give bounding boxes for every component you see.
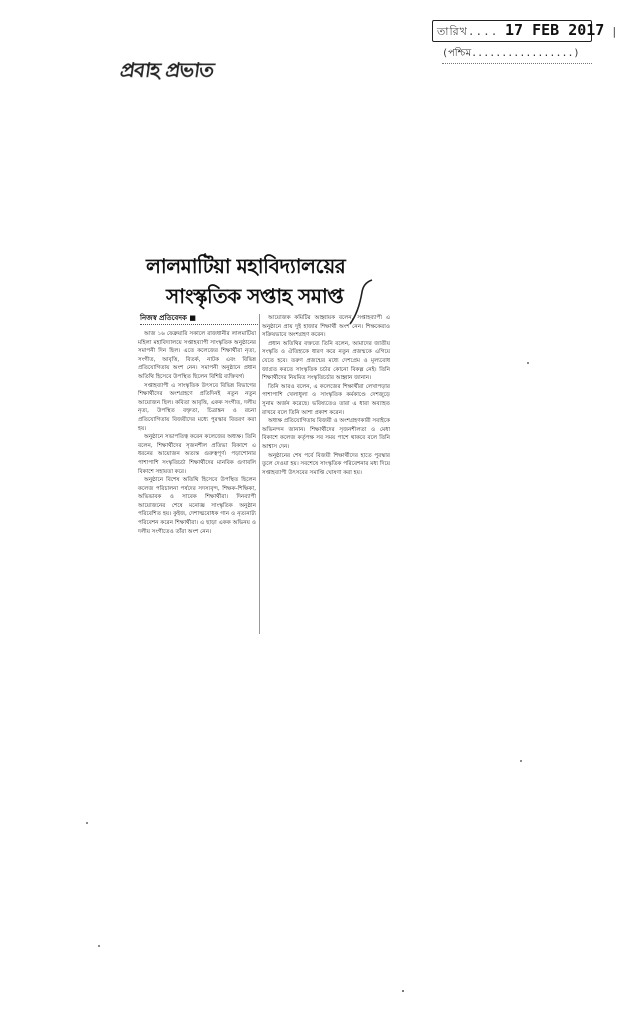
date-stamp — [432, 20, 619, 64]
date-stamp-date: 17 FEB 2017 — [504, 21, 605, 39]
date-stamp-prefix: তারিখ.... — [437, 25, 499, 38]
date-stamp-suffix: | — [610, 25, 619, 38]
article-column-left — [138, 330, 256, 640]
article-column-right — [262, 314, 390, 636]
paragraph: প্রধান অতিথির বক্তব্যে তিনি বলেন, আমাদের জাতীয় সংস্কৃতি ও ঐতিহ্যকে ধারণ করে নতুন প্রজন্মকে এগিয়ে যেতে হবে। তরুণ প্রজন্মের মধ্যে দেশপ্রেম ও মূল্যবোধ জাগ্রত করতে সাংস্কৃতিক চর্চার কোনো বিকল্প নেই। তিনি শিক্ষার্থীদের নিয়মিত সংস্কৃতিচর্চার আহ্বান জানান। — [262, 340, 390, 382]
byline: নিজস্ব প্রতিবেদক ■ — [140, 314, 196, 322]
paragraph: তিনি আরও বলেন, এ কলেজের শিক্ষার্থীরা লেখাপড়ার পাশাপাশি খেলাধুলা ও সাংস্কৃতিক কর্মকাণ্ডে দেশজুড়ে সুনাম অর্জন করেছে। ভবিষ্যতেও তারা এ ধারা অব্যাহত রাখবে বলে তিনি আশা প্রকাশ করেন। — [262, 383, 390, 416]
date-stamp-box — [432, 20, 619, 42]
date-stamp-source: (পশ্চিম.................) — [442, 46, 592, 64]
paragraph: আজ ১৬ ফেব্রুয়ারি সকালে রাজধানীর লালমাটিয়া মহিলা মহাবিদ্যালয়ে সপ্তাহব্যাপী সাংস্কৃতিক অনুষ্ঠানের সমাপনী দিন ছিল। এতে কলেজের শিক্ষার্থীরা নৃত্য, সংগীত, আবৃত্তি, বিতর্ক, নাটক এবং বিভিন্ন প্রতিযোগিতায় অংশ নেন। সমাপনী অনুষ্ঠানে প্রধান অতিথি হিসেবে উপস্থিত ছিলেন বিশিষ্ট ব্যক্তিবর্গ। — [138, 331, 256, 380]
byline-divider — [140, 324, 258, 325]
paragraph: অনুষ্ঠানের শেষ পর্বে বিজয়ী শিক্ষার্থীদের হাতে পুরস্কার তুলে দেওয়া হয়। সবশেষে সাংস্কৃতিক পরিবেশনার মধ্য দিয়ে সপ্তাহব্যাপী উৎসবের সমাপ্তি ঘোষণা করা হয়। — [262, 452, 390, 476]
scan-speck — [527, 362, 529, 364]
scan-speck — [402, 990, 404, 992]
headline-line-2: সাংস্কৃতিক সপ্তাহ সমাপ্ত — [166, 284, 344, 308]
newspaper-masthead: প্রবাহ প্রভাত — [118, 58, 216, 82]
scan-speck — [86, 822, 88, 824]
newspaper-clipping — [138, 240, 398, 650]
paragraph: অধ্যক্ষ প্রতিযোগিতায় বিজয়ী ও অংশগ্রহণকারী সবাইকে অভিনন্দন জানান। শিক্ষার্থীদের সৃজনশীলতা ও মেধা বিকাশে কলেজ কর্তৃপক্ষ সব সময় পাশে থাকবে বলে তিনি আশ্বাস দেন। — [262, 418, 390, 450]
scan-speck — [520, 760, 522, 762]
paragraph: অনুষ্ঠানে বিশেষ অতিথি হিসেবে উপস্থিত ছিলেন কলেজ পরিচালনা পর্ষদের সদস্যবৃন্দ, শিক্ষক-শিক্ষিকা, অভিভাবক ও সাবেক শিক্ষার্থীরা। দিনব্যাপী আয়োজনের শেষে মনোজ্ঞ সাংস্কৃতিক অনুষ্ঠান পরিবেশিত হয়। কুইজ, দেশাত্মবোধক গান ও নৃত্যনাট্য পরিবেশন করেন শিক্ষার্থীরা। এ ছাড়া একক অভিনয় ও দলীয় সংগীতেও তাঁরা অংশ নেন। — [138, 477, 256, 535]
paragraph: সপ্তাহব্যাপী এ সাংস্কৃতিক উৎসবে বিভিন্ন বিভাগের শিক্ষার্থীদের অংশগ্রহণে প্রতিদিনই নতুন নতুন আয়োজন ছিল। কবিতা আবৃত্তি, একক সংগীত, দলীয় নৃত্য, উপস্থিত বক্তৃতা, চিত্রাঙ্কন ও রচনা প্রতিযোগিতায় বিজয়ীদের মধ্যে পুরস্কার বিতরণ করা হয়। — [138, 382, 256, 432]
paragraph: অনুষ্ঠানে সভাপতিত্ব করেন কলেজের অধ্যক্ষ। তিনি বলেন, শিক্ষার্থীদের সৃজনশীল প্রতিভা বিকাশে এ ধরনের আয়োজন অত্যন্ত গুরুত্বপূর্ণ। পড়াশোনার পাশাপাশি সংস্কৃতিচর্চা শিক্ষার্থীদের মানবিক গুণাবলি বিকাশে সহায়তা করে। — [138, 434, 256, 475]
scan-speck — [98, 945, 100, 947]
paragraph: আয়োজক কমিটির আহ্বায়ক বলেন, সপ্তাহব্যাপী এ অনুষ্ঠানে প্রায় দুই হাজার শিক্ষার্থী অংশ নেন। শিক্ষকেরাও সক্রিয়ভাবে অংশগ্রহণ করেন। — [262, 315, 390, 339]
headline-line-1: লালমাটিয়া মহাবিদ্যালয়ের — [146, 254, 346, 278]
column-divider — [259, 314, 260, 634]
